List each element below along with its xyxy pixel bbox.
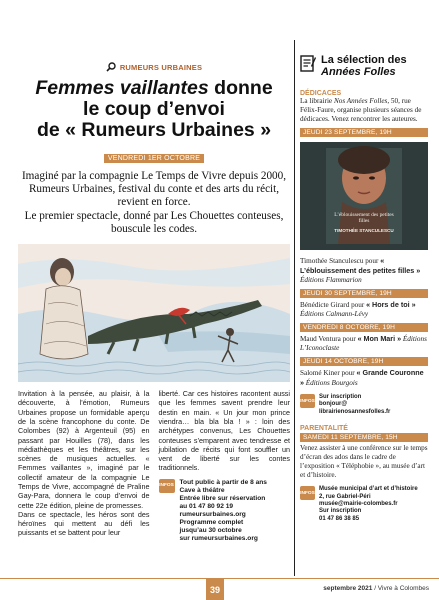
lead-paragraph-1: Imaginé par la compagnie Le Temps de Vivre depuis 2000, Rumeurs Urbaines, festival du conte et des arts du récit, revient en force. [21,170,287,209]
book-cover-author: TIMOTHÉE STANCULESCU [334,228,394,233]
article-body [18,389,290,543]
info-email[interactable]: bonjour@ [319,401,348,408]
headline-line2: le coup d’envoi [83,98,225,120]
dateline-label: VENDREDI 1ER OCTOBRE [104,154,204,163]
info-box [159,479,291,544]
sidebar-header [300,54,428,78]
section-label-parentalite: PARENTALITÉ [300,425,348,433]
event-book-title: « Mon Mari » [357,334,402,343]
info-link[interactable]: sur rumeursurbaines.org [179,535,258,543]
rubric [18,62,290,72]
dedicaces-text: La librairie [300,97,334,105]
info-line: Programme complet [179,519,244,527]
page-number: 39 [206,579,224,600]
info-email[interactable]: musée@mairie-colombes.fr [319,501,398,508]
body-paragraph-1: Invitation à la pensée, au plaisir, à la découverte, à l’émotion, Rumeurs Urbaines propose un formidable aperçu de la scène francophone du conte. De Colombes (92) à Argenteuil (95) en passant par Houilles (78), dans les médiathèques et les théâtres, sur les scènes de musiques actuelles. « Femmes vaillantes », imaginé par le collectif amateur de la compagnie Le Temps de Vivre, accompagné de Praline Gay-Para, donnera le coup d’envoi de cette 22e édition, pleine de promesses. [18,389,150,510]
info-text [319,394,390,416]
event-publisher: Éditions Bourgois [305,379,358,387]
sidebar-title-line1: La sélection des [321,54,407,66]
info-text [180,479,267,544]
bookshop-name: Nos Années Folles [333,97,388,105]
event-publisher: Éditions Flammarion [300,276,362,284]
lead [18,170,290,236]
body-column-1 [18,389,150,543]
event-author: Maud Ventura pour [300,335,356,343]
body-paragraph-2: Dans ce spectacle, les héros sont des héroïnes qui mettent au défi les puissants et se battent pour leur [18,509,150,538]
info-line: au 01 47 80 92 19 [179,502,234,510]
article [18,40,290,543]
rubric-label: RUMEURS URBAINES [119,62,203,72]
issue-date: septembre 2021 [323,585,373,592]
event-date: JEUDI 30 SEPTEMBRE, 19H [300,289,428,298]
dedicaces-intro [300,97,428,124]
dedicaces-text: , 50, rue Félix-Faure, organise plusieurs séances de dédicaces. Venez rencontrer les auteures. [300,97,422,123]
notepad-icon [300,54,316,72]
info-text [319,486,418,523]
info-line: Musée municipal d’art et d’histoire [319,486,418,493]
magnifier-icon [106,62,116,72]
collage-illustration [18,244,290,382]
info-line: Cave à théâtre [179,486,225,494]
info-line: 2, rue Gabriel-Péri [319,493,371,500]
event-author: Timothée Stanculescu pour [300,257,379,265]
book-cover [300,142,428,250]
headline-line3: de « Rumeurs Urbaines » [36,119,272,141]
event-publisher: Éditions Calmann-Lévy [300,310,369,318]
event-book-title: « Grande Couronne » [300,368,424,387]
parentalite-text: Venez assister à une conférence sur le temps d’écran des ados dans le cadre de l’exposition « Téléphobie », au musée d’art et d’histoire. [300,444,428,480]
info-tag: INFOS [300,486,315,500]
headline-part1: donne [208,77,273,99]
event-author: Salomé Kiner pour [300,369,355,377]
event-book-title: « Hors de toi » [366,300,416,309]
magazine-name: / Vivre à Colombes [372,585,429,592]
info-line: Sur inscription [319,394,362,400]
info-link[interactable]: rumeursurbaines.org [179,511,246,519]
event-date: JEUDI 14 OCTOBRE, 19H [300,357,428,366]
body-paragraph-3: liberté. Car ces histoires racontent aussi que les femmes savent prendre leur destin en main. « Un jour mon prince viendra… bla bla bla ! » : loin des archétypes convenus, Les Chouettes conteuses s’emparent avec tendresse et jubilation de récits qui font souffler un vent de liberté sur les contes traditionnels. [158,389,290,473]
info-line: jusqu’au 30 octobre [179,527,242,535]
info-box-museum [300,486,428,523]
event-date: JEUDI 23 SEPTEMBRE, 19H [300,128,428,137]
event-4 [300,368,428,388]
section-label-dedicaces: DÉDICACES [300,90,342,97]
dateline [18,147,290,165]
issue-line [323,585,429,592]
event-1 [300,256,428,285]
body-column-2 [159,389,291,543]
event-2 [300,300,428,319]
event-3 [300,334,428,353]
book-cover-art [300,142,428,250]
event-date: VENDREDI 8 OCTOBRE, 19H [300,323,428,332]
sidebar [300,40,428,523]
sidebar-title [321,54,407,78]
lead-paragraph-2: Le premier spectacle, donné par Les Chouettes conteuses, bouscule les codes. [24,209,284,235]
info-box-bookshop [300,394,428,416]
info-line: Tout public à partir de 8 ans [179,478,267,486]
info-phone: 01 47 86 38 85 [319,515,360,522]
event-author: Bénédicte Girard pour [300,301,365,309]
info-tag: INFOS [300,394,315,408]
headline-italic: Femmes vaillantes [35,77,209,99]
event-publisher: Éditions L’Iconoclaste [300,335,427,352]
sidebar-title-line2: Années Folles [321,66,396,78]
info-email[interactable]: librairienosannesfolles.fr [319,408,391,415]
info-line: Sur inscription [319,508,362,515]
info-line: Entrée libre sur réservation [179,494,266,502]
event-book-title: « L’éblouissement des petites filles » [300,256,421,275]
book-cover-title: L’éblouissement des petites filles [334,212,394,224]
headline [18,78,290,141]
collage-art [18,244,290,382]
column-divider [294,40,295,576]
info-tag: INFOS [159,479,175,493]
event-date: SAMEDI 11 SEPTEMBRE, 15H [300,433,428,442]
